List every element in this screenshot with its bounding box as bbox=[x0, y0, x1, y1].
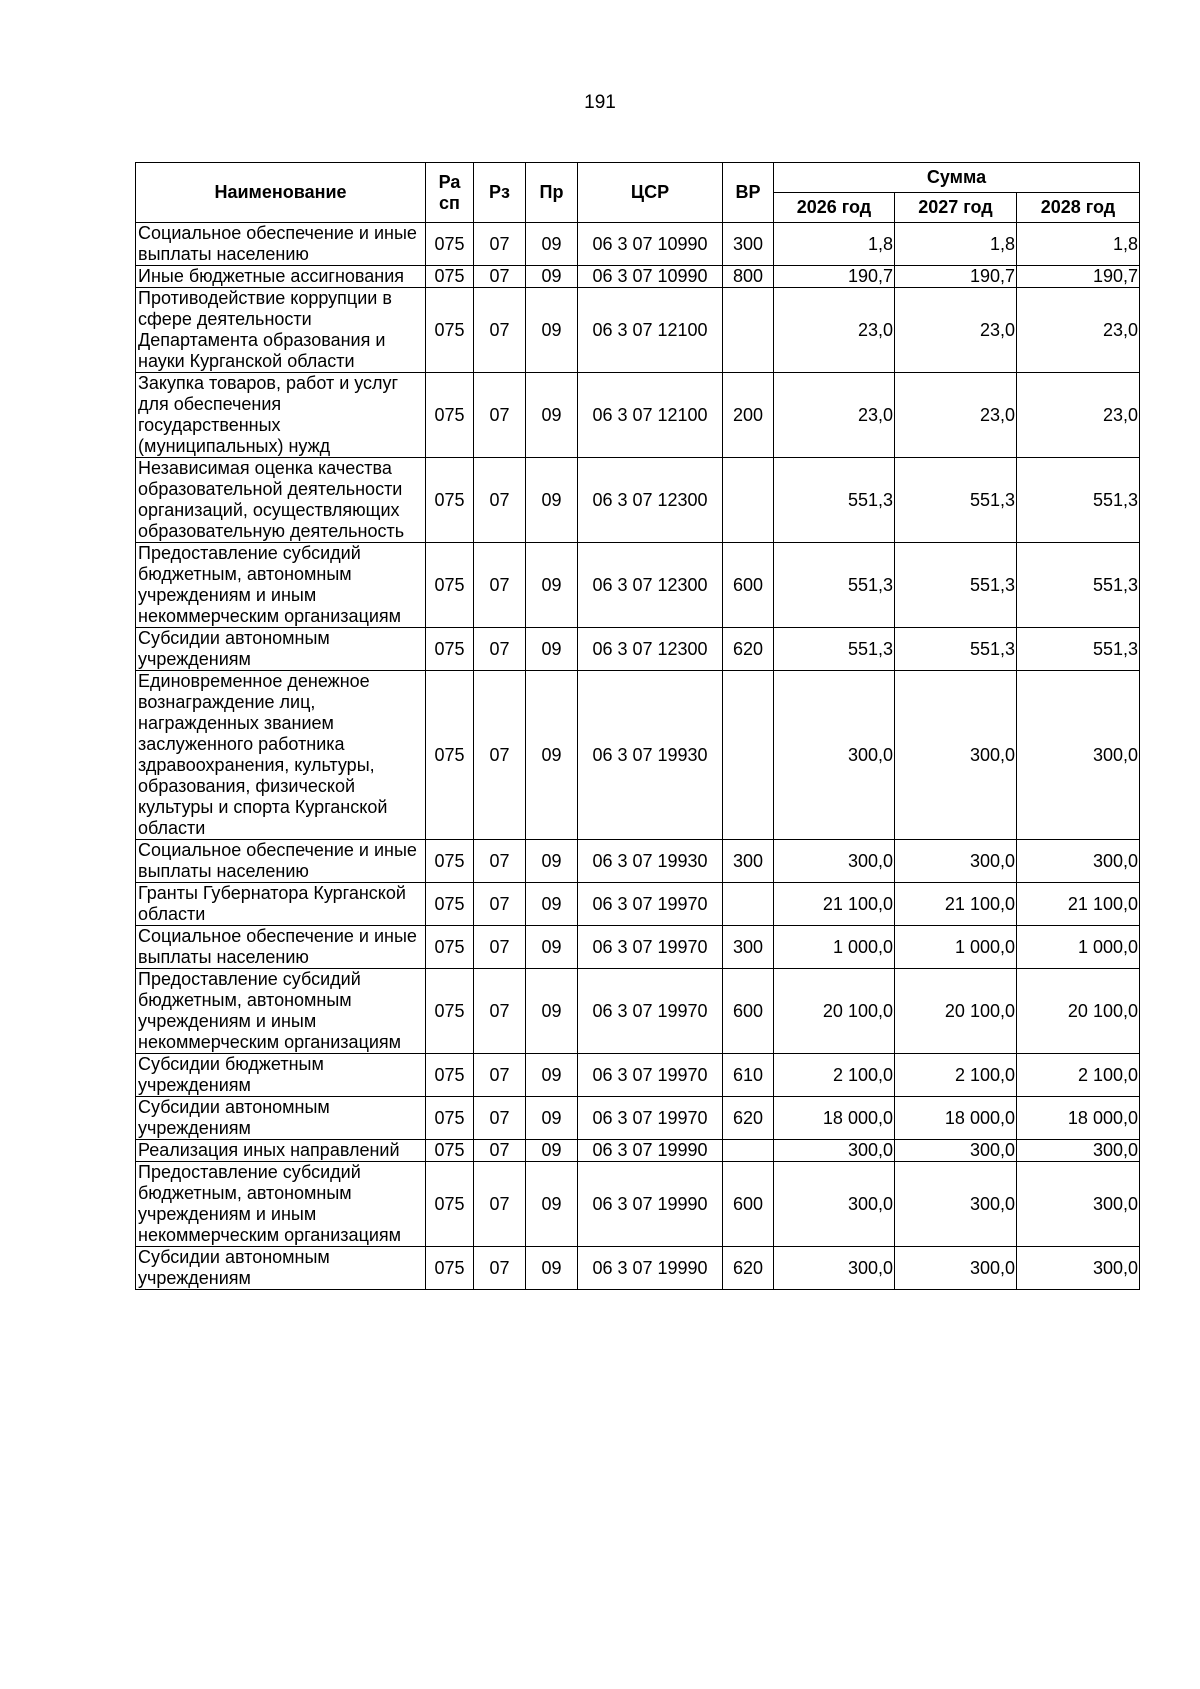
row-pr: 09 bbox=[526, 1140, 578, 1162]
row-sum-2026: 551,3 bbox=[774, 628, 895, 671]
row-sum-2027: 300,0 bbox=[895, 840, 1017, 883]
row-pr: 09 bbox=[526, 671, 578, 840]
row-sum-2027: 300,0 bbox=[895, 1140, 1017, 1162]
row-rasp: 075 bbox=[426, 1247, 474, 1290]
table-body bbox=[136, 223, 1140, 1290]
row-sum-2026: 20 100,0 bbox=[774, 969, 895, 1054]
row-name: Иные бюджетные ассигнования bbox=[136, 266, 426, 288]
row-pr: 09 bbox=[526, 1247, 578, 1290]
page-number: 191 bbox=[584, 92, 616, 113]
row-sum-2028: 23,0 bbox=[1017, 373, 1140, 458]
row-rz: 07 bbox=[474, 266, 526, 288]
row-name: Предоставление субсидий бюджетным, автономным учреждениям и иным некоммерческим организациям bbox=[136, 1162, 426, 1247]
row-csr: 06 3 07 12300 bbox=[578, 458, 723, 543]
row-name: Предоставление субсидий бюджетным, автономным учреждениям и иным некоммерческим организациям bbox=[136, 543, 426, 628]
row-vr bbox=[723, 883, 774, 926]
row-sum-2028: 551,3 bbox=[1017, 458, 1140, 543]
header-year-2027: 2027 год bbox=[895, 193, 1017, 223]
table-row bbox=[136, 288, 1140, 373]
row-vr: 800 bbox=[723, 266, 774, 288]
row-csr: 06 3 07 12300 bbox=[578, 628, 723, 671]
row-vr: 610 bbox=[723, 1054, 774, 1097]
row-csr: 06 3 07 19970 bbox=[578, 926, 723, 969]
header-year-2026: 2026 год bbox=[774, 193, 895, 223]
table-row bbox=[136, 926, 1140, 969]
row-sum-2028: 300,0 bbox=[1017, 1162, 1140, 1247]
row-sum-2026: 1 000,0 bbox=[774, 926, 895, 969]
header-sum: Сумма bbox=[774, 163, 1140, 193]
row-rz: 07 bbox=[474, 288, 526, 373]
row-pr: 09 bbox=[526, 926, 578, 969]
row-sum-2027: 551,3 bbox=[895, 458, 1017, 543]
row-pr: 09 bbox=[526, 1097, 578, 1140]
row-rz: 07 bbox=[474, 543, 526, 628]
row-pr: 09 bbox=[526, 840, 578, 883]
row-sum-2028: 551,3 bbox=[1017, 628, 1140, 671]
row-sum-2027: 551,3 bbox=[895, 628, 1017, 671]
row-rasp: 075 bbox=[426, 671, 474, 840]
table-row bbox=[136, 266, 1140, 288]
row-name: Независимая оценка качества образовательной деятельности организаций, осуществляющих образовательную деятельность bbox=[136, 458, 426, 543]
row-rasp: 075 bbox=[426, 840, 474, 883]
row-vr bbox=[723, 1140, 774, 1162]
row-csr: 06 3 07 19990 bbox=[578, 1247, 723, 1290]
row-sum-2027: 21 100,0 bbox=[895, 883, 1017, 926]
header-csr: ЦСР bbox=[578, 163, 723, 223]
row-name: Противодействие коррупции в сфере деятельности Департамента образования и науки Курганской области bbox=[136, 288, 426, 373]
row-pr: 09 bbox=[526, 373, 578, 458]
row-sum-2027: 23,0 bbox=[895, 373, 1017, 458]
table-row bbox=[136, 543, 1140, 628]
row-rasp: 075 bbox=[426, 288, 474, 373]
row-pr: 09 bbox=[526, 266, 578, 288]
row-sum-2027: 2 100,0 bbox=[895, 1054, 1017, 1097]
table-header bbox=[136, 163, 1140, 223]
row-sum-2028: 300,0 bbox=[1017, 1140, 1140, 1162]
row-name: Социальное обеспечение и иные выплаты населению bbox=[136, 840, 426, 883]
row-vr: 620 bbox=[723, 1247, 774, 1290]
row-sum-2026: 190,7 bbox=[774, 266, 895, 288]
row-sum-2026: 1,8 bbox=[774, 223, 895, 266]
table-row bbox=[136, 883, 1140, 926]
row-csr: 06 3 07 10990 bbox=[578, 266, 723, 288]
row-pr: 09 bbox=[526, 543, 578, 628]
header-rz: Рз bbox=[474, 163, 526, 223]
row-name: Социальное обеспечение и иные выплаты населению bbox=[136, 223, 426, 266]
row-sum-2026: 21 100,0 bbox=[774, 883, 895, 926]
row-rz: 07 bbox=[474, 1140, 526, 1162]
row-sum-2026: 300,0 bbox=[774, 1140, 895, 1162]
row-sum-2028: 300,0 bbox=[1017, 840, 1140, 883]
row-sum-2026: 23,0 bbox=[774, 288, 895, 373]
row-csr: 06 3 07 12300 bbox=[578, 543, 723, 628]
row-csr: 06 3 07 19930 bbox=[578, 840, 723, 883]
header-rasp: Ра сп bbox=[426, 163, 474, 223]
row-sum-2027: 20 100,0 bbox=[895, 969, 1017, 1054]
table-row bbox=[136, 223, 1140, 266]
row-sum-2028: 21 100,0 bbox=[1017, 883, 1140, 926]
row-rasp: 075 bbox=[426, 1097, 474, 1140]
table-row bbox=[136, 1247, 1140, 1290]
row-csr: 06 3 07 19990 bbox=[578, 1140, 723, 1162]
row-csr: 06 3 07 12100 bbox=[578, 373, 723, 458]
row-vr: 300 bbox=[723, 223, 774, 266]
budget-table bbox=[135, 162, 1140, 1290]
row-rz: 07 bbox=[474, 671, 526, 840]
row-csr: 06 3 07 19970 bbox=[578, 969, 723, 1054]
row-sum-2028: 20 100,0 bbox=[1017, 969, 1140, 1054]
header-pr: Пр bbox=[526, 163, 578, 223]
row-sum-2027: 1,8 bbox=[895, 223, 1017, 266]
row-name: Субсидии бюджетным учреждениям bbox=[136, 1054, 426, 1097]
row-sum-2028: 1,8 bbox=[1017, 223, 1140, 266]
row-rasp: 075 bbox=[426, 543, 474, 628]
row-pr: 09 bbox=[526, 1162, 578, 1247]
table-row bbox=[136, 373, 1140, 458]
row-sum-2027: 300,0 bbox=[895, 1247, 1017, 1290]
row-vr: 300 bbox=[723, 840, 774, 883]
row-rz: 07 bbox=[474, 1097, 526, 1140]
row-sum-2026: 300,0 bbox=[774, 671, 895, 840]
row-name: Закупка товаров, работ и услуг для обеспечения государственных (муниципальных) нужд bbox=[136, 373, 426, 458]
row-sum-2028: 190,7 bbox=[1017, 266, 1140, 288]
row-sum-2026: 18 000,0 bbox=[774, 1097, 895, 1140]
row-sum-2026: 300,0 bbox=[774, 1162, 895, 1247]
row-csr: 06 3 07 10990 bbox=[578, 223, 723, 266]
row-sum-2026: 551,3 bbox=[774, 458, 895, 543]
table-row bbox=[136, 458, 1140, 543]
row-sum-2028: 300,0 bbox=[1017, 671, 1140, 840]
row-pr: 09 bbox=[526, 883, 578, 926]
row-sum-2027: 300,0 bbox=[895, 671, 1017, 840]
row-csr: 06 3 07 19970 bbox=[578, 1097, 723, 1140]
row-name: Единовременное денежное вознаграждение лиц, награжденных званием заслуженного работника здравоохранения, культуры, образования, физической культуры и спорта Курганской области bbox=[136, 671, 426, 840]
row-sum-2026: 2 100,0 bbox=[774, 1054, 895, 1097]
row-vr: 620 bbox=[723, 628, 774, 671]
row-sum-2027: 190,7 bbox=[895, 266, 1017, 288]
row-rz: 07 bbox=[474, 373, 526, 458]
row-csr: 06 3 07 19970 bbox=[578, 1054, 723, 1097]
row-name: Гранты Губернатора Курганской области bbox=[136, 883, 426, 926]
table-row bbox=[136, 671, 1140, 840]
row-sum-2028: 551,3 bbox=[1017, 543, 1140, 628]
row-rasp: 075 bbox=[426, 969, 474, 1054]
row-rz: 07 bbox=[474, 1247, 526, 1290]
row-rz: 07 bbox=[474, 883, 526, 926]
header-year-2028: 2028 год bbox=[1017, 193, 1140, 223]
row-name: Социальное обеспечение и иные выплаты населению bbox=[136, 926, 426, 969]
table-row bbox=[136, 628, 1140, 671]
row-csr: 06 3 07 19930 bbox=[578, 671, 723, 840]
table-row bbox=[136, 1162, 1140, 1247]
row-rasp: 075 bbox=[426, 266, 474, 288]
row-rasp: 075 bbox=[426, 883, 474, 926]
row-sum-2027: 18 000,0 bbox=[895, 1097, 1017, 1140]
row-csr: 06 3 07 19990 bbox=[578, 1162, 723, 1247]
row-rz: 07 bbox=[474, 926, 526, 969]
row-vr: 300 bbox=[723, 926, 774, 969]
table-row bbox=[136, 1054, 1140, 1097]
row-vr bbox=[723, 671, 774, 840]
row-sum-2026: 300,0 bbox=[774, 840, 895, 883]
row-sum-2026: 23,0 bbox=[774, 373, 895, 458]
table-row bbox=[136, 1140, 1140, 1162]
row-rasp: 075 bbox=[426, 926, 474, 969]
row-sum-2028: 1 000,0 bbox=[1017, 926, 1140, 969]
row-csr: 06 3 07 12100 bbox=[578, 288, 723, 373]
table-row bbox=[136, 969, 1140, 1054]
row-rasp: 075 bbox=[426, 458, 474, 543]
row-sum-2028: 18 000,0 bbox=[1017, 1097, 1140, 1140]
row-pr: 09 bbox=[526, 458, 578, 543]
row-name: Субсидии автономным учреждениям bbox=[136, 1247, 426, 1290]
row-name: Субсидии автономным учреждениям bbox=[136, 628, 426, 671]
row-sum-2027: 23,0 bbox=[895, 288, 1017, 373]
row-rasp: 075 bbox=[426, 373, 474, 458]
row-vr: 600 bbox=[723, 1162, 774, 1247]
row-rz: 07 bbox=[474, 1054, 526, 1097]
row-name: Реализация иных направлений bbox=[136, 1140, 426, 1162]
row-pr: 09 bbox=[526, 1054, 578, 1097]
header-vr: ВР bbox=[723, 163, 774, 223]
row-pr: 09 bbox=[526, 223, 578, 266]
row-vr: 620 bbox=[723, 1097, 774, 1140]
row-rasp: 075 bbox=[426, 1054, 474, 1097]
row-vr: 200 bbox=[723, 373, 774, 458]
row-rasp: 075 bbox=[426, 1162, 474, 1247]
row-sum-2028: 23,0 bbox=[1017, 288, 1140, 373]
header-name: Наименование bbox=[136, 163, 426, 223]
row-name: Предоставление субсидий бюджетным, автономным учреждениям и иным некоммерческим организациям bbox=[136, 969, 426, 1054]
row-csr: 06 3 07 19970 bbox=[578, 883, 723, 926]
row-rasp: 075 bbox=[426, 1140, 474, 1162]
row-rz: 07 bbox=[474, 969, 526, 1054]
row-sum-2026: 300,0 bbox=[774, 1247, 895, 1290]
row-sum-2027: 551,3 bbox=[895, 543, 1017, 628]
row-pr: 09 bbox=[526, 969, 578, 1054]
row-sum-2027: 1 000,0 bbox=[895, 926, 1017, 969]
row-vr bbox=[723, 458, 774, 543]
row-sum-2027: 300,0 bbox=[895, 1162, 1017, 1247]
row-sum-2028: 300,0 bbox=[1017, 1247, 1140, 1290]
table-row bbox=[136, 1097, 1140, 1140]
row-pr: 09 bbox=[526, 628, 578, 671]
row-name: Субсидии автономным учреждениям bbox=[136, 1097, 426, 1140]
row-rz: 07 bbox=[474, 628, 526, 671]
row-sum-2026: 551,3 bbox=[774, 543, 895, 628]
row-rz: 07 bbox=[474, 840, 526, 883]
row-vr: 600 bbox=[723, 969, 774, 1054]
table-row bbox=[136, 840, 1140, 883]
row-sum-2028: 2 100,0 bbox=[1017, 1054, 1140, 1097]
row-rasp: 075 bbox=[426, 223, 474, 266]
row-rz: 07 bbox=[474, 223, 526, 266]
row-rasp: 075 bbox=[426, 628, 474, 671]
row-vr: 600 bbox=[723, 543, 774, 628]
row-vr bbox=[723, 288, 774, 373]
row-pr: 09 bbox=[526, 288, 578, 373]
row-rz: 07 bbox=[474, 1162, 526, 1247]
row-rz: 07 bbox=[474, 458, 526, 543]
